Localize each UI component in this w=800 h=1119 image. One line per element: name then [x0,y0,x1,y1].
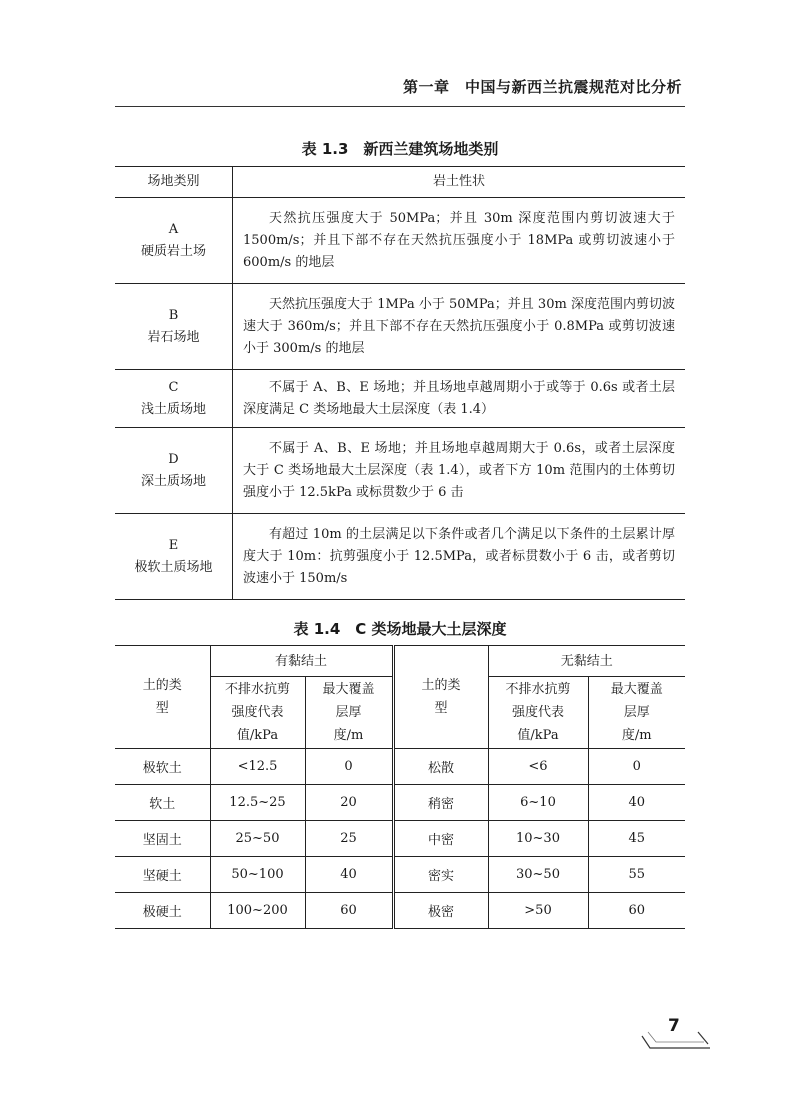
depth-cell: 40 [305,857,393,893]
strength-label: 不排水抗剪强度代表值/kPa [224,682,290,743]
site-class-code: D [168,451,179,467]
site-class-cell [115,428,233,514]
soil-description-cell [233,428,686,514]
table-row [115,514,685,600]
soil-type-cell-2: 中密 [393,821,488,857]
strength-cell-2: >50 [488,893,588,929]
site-class-cell [115,198,233,284]
soil-type-cell-2: 密实 [393,857,488,893]
soil-type-label: 土的类型 [142,678,182,716]
soil-type-cell: 坚固土 [115,821,210,857]
page-number: 7 [668,1016,680,1036]
soil-description: 天然抗压强度大于 50MPa；并且 30m 深度范围内剪切波速大于 1500m/s；并且下部不存在天然抗压强度小于 18MPa 或剪切波速小于 600m/s 的地层 [243,210,675,270]
col-header-strength-2 [488,677,588,749]
soil-type-cell-2: 稍密 [393,785,488,821]
col-header-max-depth [305,677,393,749]
soil-type-label-2: 土的类型 [421,678,461,716]
strength-cell: 50~100 [210,857,305,893]
site-class-name: 浅土质场地 [140,401,206,417]
table-row [115,893,685,929]
strength-cell: 12.5~25 [210,785,305,821]
strength-cell-2: 30~50 [488,857,588,893]
max-depth-label: 最大覆盖层厚度/m [322,682,375,743]
site-class-cell [115,284,233,370]
group-header-noncohesive: 无黏结土 [488,646,685,677]
soil-type-cell: 软土 [115,785,210,821]
depth-cell-2: 45 [588,821,685,857]
soil-description: 有超过 10m 的土层满足以下条件或者几个满足以下条件的土层累计厚度大于 10m：抗剪强度小于 12.5MPa，或者标贯数小于 6 击，或者剪切波速小于 150m/s [243,526,675,586]
table-group-header-row [115,646,685,677]
site-class-code: A [168,221,179,237]
soil-type-cell: 坚硬土 [115,857,210,893]
site-class-code: B [168,307,179,323]
depth-cell: 60 [305,893,393,929]
table-row [115,284,685,370]
table-row [115,857,685,893]
site-class-code: E [168,537,179,553]
soil-description: 天然抗压强度大于 1MPa 小于 50MPa；并且 30m 深度范围内剪切波速大于 360m/s；并且下部不存在天然抗压强度小于 0.8MPa 或剪切波速小于 300m/s 的地层 [243,296,675,356]
strength-cell-2: 6~10 [488,785,588,821]
table-1-3 [115,166,685,600]
soil-type-cell: 极软土 [115,749,210,785]
table-1-4 [115,645,685,929]
soil-description: 不属于 A、B、E 场地；并且场地卓越周期小于或等于 0.6s 或者土层深度满足 C 类场地最大土层深度（表 1.4） [243,379,675,417]
strength-cell-2: 10~30 [488,821,588,857]
depth-cell: 25 [305,821,393,857]
page-corner-ornament [640,1030,712,1052]
table-1-3-caption: 表 1.3 新西兰建筑场地类别 [301,140,499,158]
soil-type-cell-2: 松散 [393,749,488,785]
table-row [115,198,685,284]
site-class-name: 岩石场地 [147,329,200,345]
table-row [115,821,685,857]
table-1-4-caption: 表 1.4 C 类场地最大土层深度 [293,620,507,638]
soil-description-cell [233,284,686,370]
site-class-cell [115,514,233,600]
site-class-code: C [168,379,179,395]
strength-cell: 25~50 [210,821,305,857]
strength-cell: 100~200 [210,893,305,929]
soil-description-cell [233,514,686,600]
col-header-soil-type [115,646,210,749]
group-header-cohesive: 有黏结土 [210,646,393,677]
col-header-soil-type-2 [393,646,488,749]
depth-cell: 20 [305,785,393,821]
table-row [115,785,685,821]
header-rule [115,106,685,107]
table-row [115,428,685,514]
strength-label-2: 不排水抗剪强度代表值/kPa [505,682,571,743]
site-class-name: 极软土质场地 [134,559,213,575]
depth-cell: 0 [305,749,393,785]
soil-type-cell: 极硬土 [115,893,210,929]
table-header-row [115,167,685,198]
col-header-max-depth-2 [588,677,685,749]
soil-type-cell-2: 极密 [393,893,488,929]
site-class-cell [115,370,233,428]
depth-cell-2: 0 [588,749,685,785]
soil-description-cell [233,370,686,428]
running-header: 第一章 中国与新西兰抗震规范对比分析 [402,78,682,96]
depth-cell-2: 55 [588,857,685,893]
depth-cell-2: 40 [588,785,685,821]
strength-cell-2: <6 [488,749,588,785]
site-class-name: 硬质岩土场 [140,243,206,259]
col-header-strength [210,677,305,749]
strength-cell: <12.5 [210,749,305,785]
depth-cell-2: 60 [588,893,685,929]
site-class-name: 深土质场地 [140,473,206,489]
max-depth-label-2: 最大覆盖层厚度/m [610,682,663,743]
soil-description-cell [233,198,686,284]
table-row [115,749,685,785]
table-row [115,370,685,428]
soil-description: 不属于 A、B、E 场地；并且场地卓越周期大于 0.6s，或者土层深度大于 C 类场地最大土层深度（表 1.4），或者下方 10m 范围内的土体剪切强度小于 12.5kPa 或标贯数少于 6 击 [243,440,675,500]
col-header-soil-properties: 岩土性状 [233,167,686,198]
col-header-site-class: 场地类别 [115,167,233,198]
